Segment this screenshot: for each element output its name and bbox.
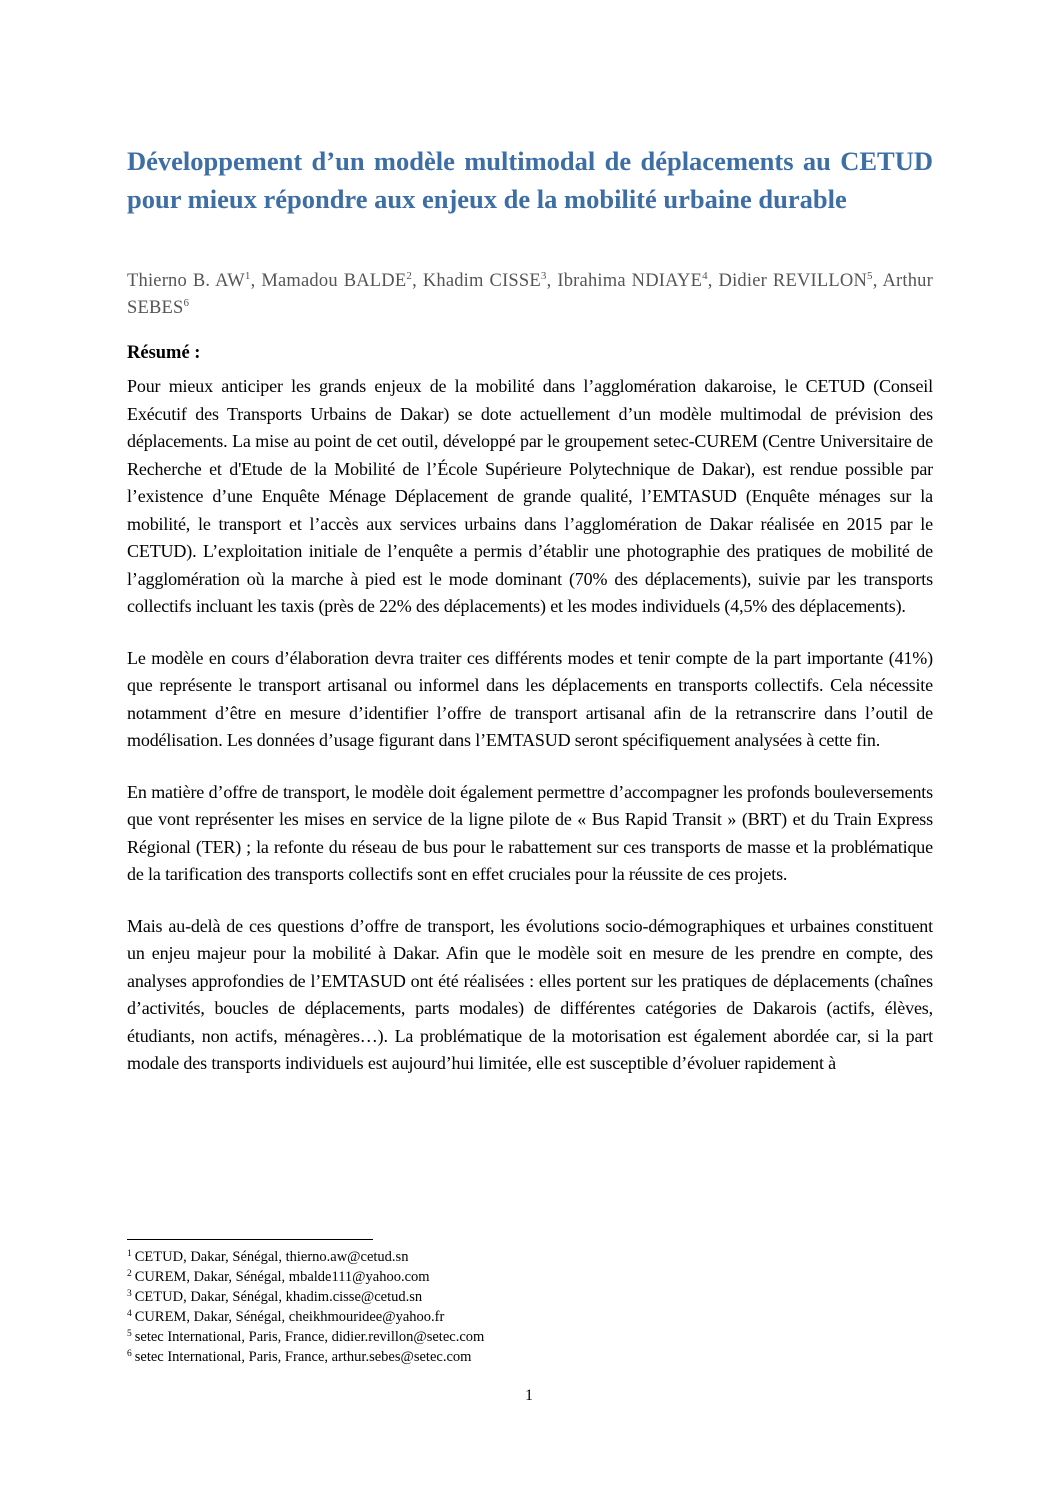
footnote-divider bbox=[127, 1239, 373, 1240]
paragraph: Pour mieux anticiper les grands enjeux de la mobilité dans l’agglomération dakaroise, le CETUD (Conseil Exécutif des Transports Urbains de Dakar) se dote actuellement d’un modèle multimodal de prévision des déplacements. La mise au point de cet outil, développé par le groupement setec-CUREM (Centre Universitaire de Recherche et d'Etude de la Mobilité de l’École Supérieure Polytechnique de Dakar), est rendue possible par l’existence d’une Enquête Ménage Déplacement de grande qualité, l’EMTASUD (Enquête ménages sur la mobilité, le transport et l’accès aux services urbains dans l’agglomération de Dakar réalisée en 2015 par le CETUD). L’exploitation initiale de l’enquête a permis d’établir une photographie des pratiques de mobilité de l’agglomération où la marche à pied est le mode dominant (70% des déplacements), suivie par les transports collectifs incluant les taxis (près de 22% des déplacements) et les modes individuels (4,5% des déplacements). bbox=[127, 376, 933, 616]
paragraph: En matière d’offre de transport, le modèle doit également permettre d’accompagner les profonds bouleversements que vont représenter les mises en service de la ligne pilote de « Bus Rapid Transit » (BRT) et du Train Express Régional (TER) ; la refonte du réseau de bus pour le rabattement sur ces transports de masse et la problématique de la tarification des transports collectifs sont en effet cruciales pour la réussite de ces projets. bbox=[127, 781, 933, 884]
abstract-body bbox=[127, 373, 933, 1102]
page-number: 1 bbox=[525, 1387, 533, 1404]
footnote-marker: 2 bbox=[406, 270, 413, 282]
footnote-marker: 6 bbox=[183, 297, 190, 309]
paragraph: Le modèle en cours d’élaboration devra traiter ces différents modes et tenir compte de la part importante (41%) que représente le transport artisanal ou informel dans les déplacements en transports collectifs. Cela nécessite notamment d’être en mesure d’identifier l’offre de transport artisanal afin de la retranscrire dans l’outil de modélisation. Les données d’usage figurant dans l’EMTASUD seront spécifiquement analysées à cette fin. bbox=[127, 647, 933, 750]
footnote: $^2$ CUREM, Dakar, Sénégal, mbalde111@yahoo.com bbox=[127, 1269, 430, 1285]
footnote: $^4$ CUREM, Dakar, Sénégal, cheikhmouridee@yahoo.fr bbox=[127, 1309, 445, 1325]
footnote: $^6$ setec International, Paris, France, arthur.sebes@setec.com bbox=[127, 1349, 472, 1365]
footnote-marker: 5 bbox=[867, 270, 873, 282]
footnotes bbox=[127, 1247, 933, 1367]
footnote: $^5$ setec International, Paris, France, didier.revillon@setec.com bbox=[127, 1329, 485, 1345]
author: Ibrahima NDIAYE$^4$, bbox=[557, 270, 719, 291]
author-list bbox=[127, 268, 933, 322]
paper-title: Développement d’un modèle multimodal de déplacements au CETUD pour mieux répondre aux enjeux de la mobilité urbaine durable bbox=[127, 146, 933, 214]
author: Khadim CISSE$^3$, bbox=[422, 270, 558, 291]
footnote-marker: 1 bbox=[244, 270, 251, 282]
author: Didier REVILLON$^5$, bbox=[718, 270, 883, 291]
footnote: $^3$ CETUD, Dakar, Sénégal, khadim.cisse@cetud.sn bbox=[127, 1289, 423, 1305]
abstract-heading: Résumé : bbox=[127, 343, 201, 363]
author: Mamadou BALDE$^2$, bbox=[261, 270, 423, 291]
footnote-marker: 4 bbox=[702, 270, 708, 282]
footnote: $^1$ CETUD, Dakar, Sénégal, thierno.aw@cetud.sn bbox=[127, 1249, 409, 1265]
author: Arthur SEBES$^6$ bbox=[127, 271, 933, 318]
paragraph: Mais au-delà de ces questions d’offre de transport, les évolutions socio-démographiques et urbaines constituent un enjeu majeur pour la mobilité à Dakar. Afin que le modèle soit en mesure de les prendre en compte, des analyses approfondies de l’EMTASUD ont été réalisées : elles portent sur les pratiques de déplacements (chaînes d’activités, boucles de déplacements, parts modales) de différentes catégories de Dakarois (actifs, élèves, étudiants, non actifs, ménagères…). La problématique de la motorisation est également abordée car, si la part modale des transports individuels est aujourd’hui limitée, elle est susceptible d’évoluer rapidement à bbox=[127, 915, 933, 1073]
author: Thierno B. $AW^1$, bbox=[127, 270, 262, 291]
footnote-marker: 3 bbox=[540, 270, 547, 282]
